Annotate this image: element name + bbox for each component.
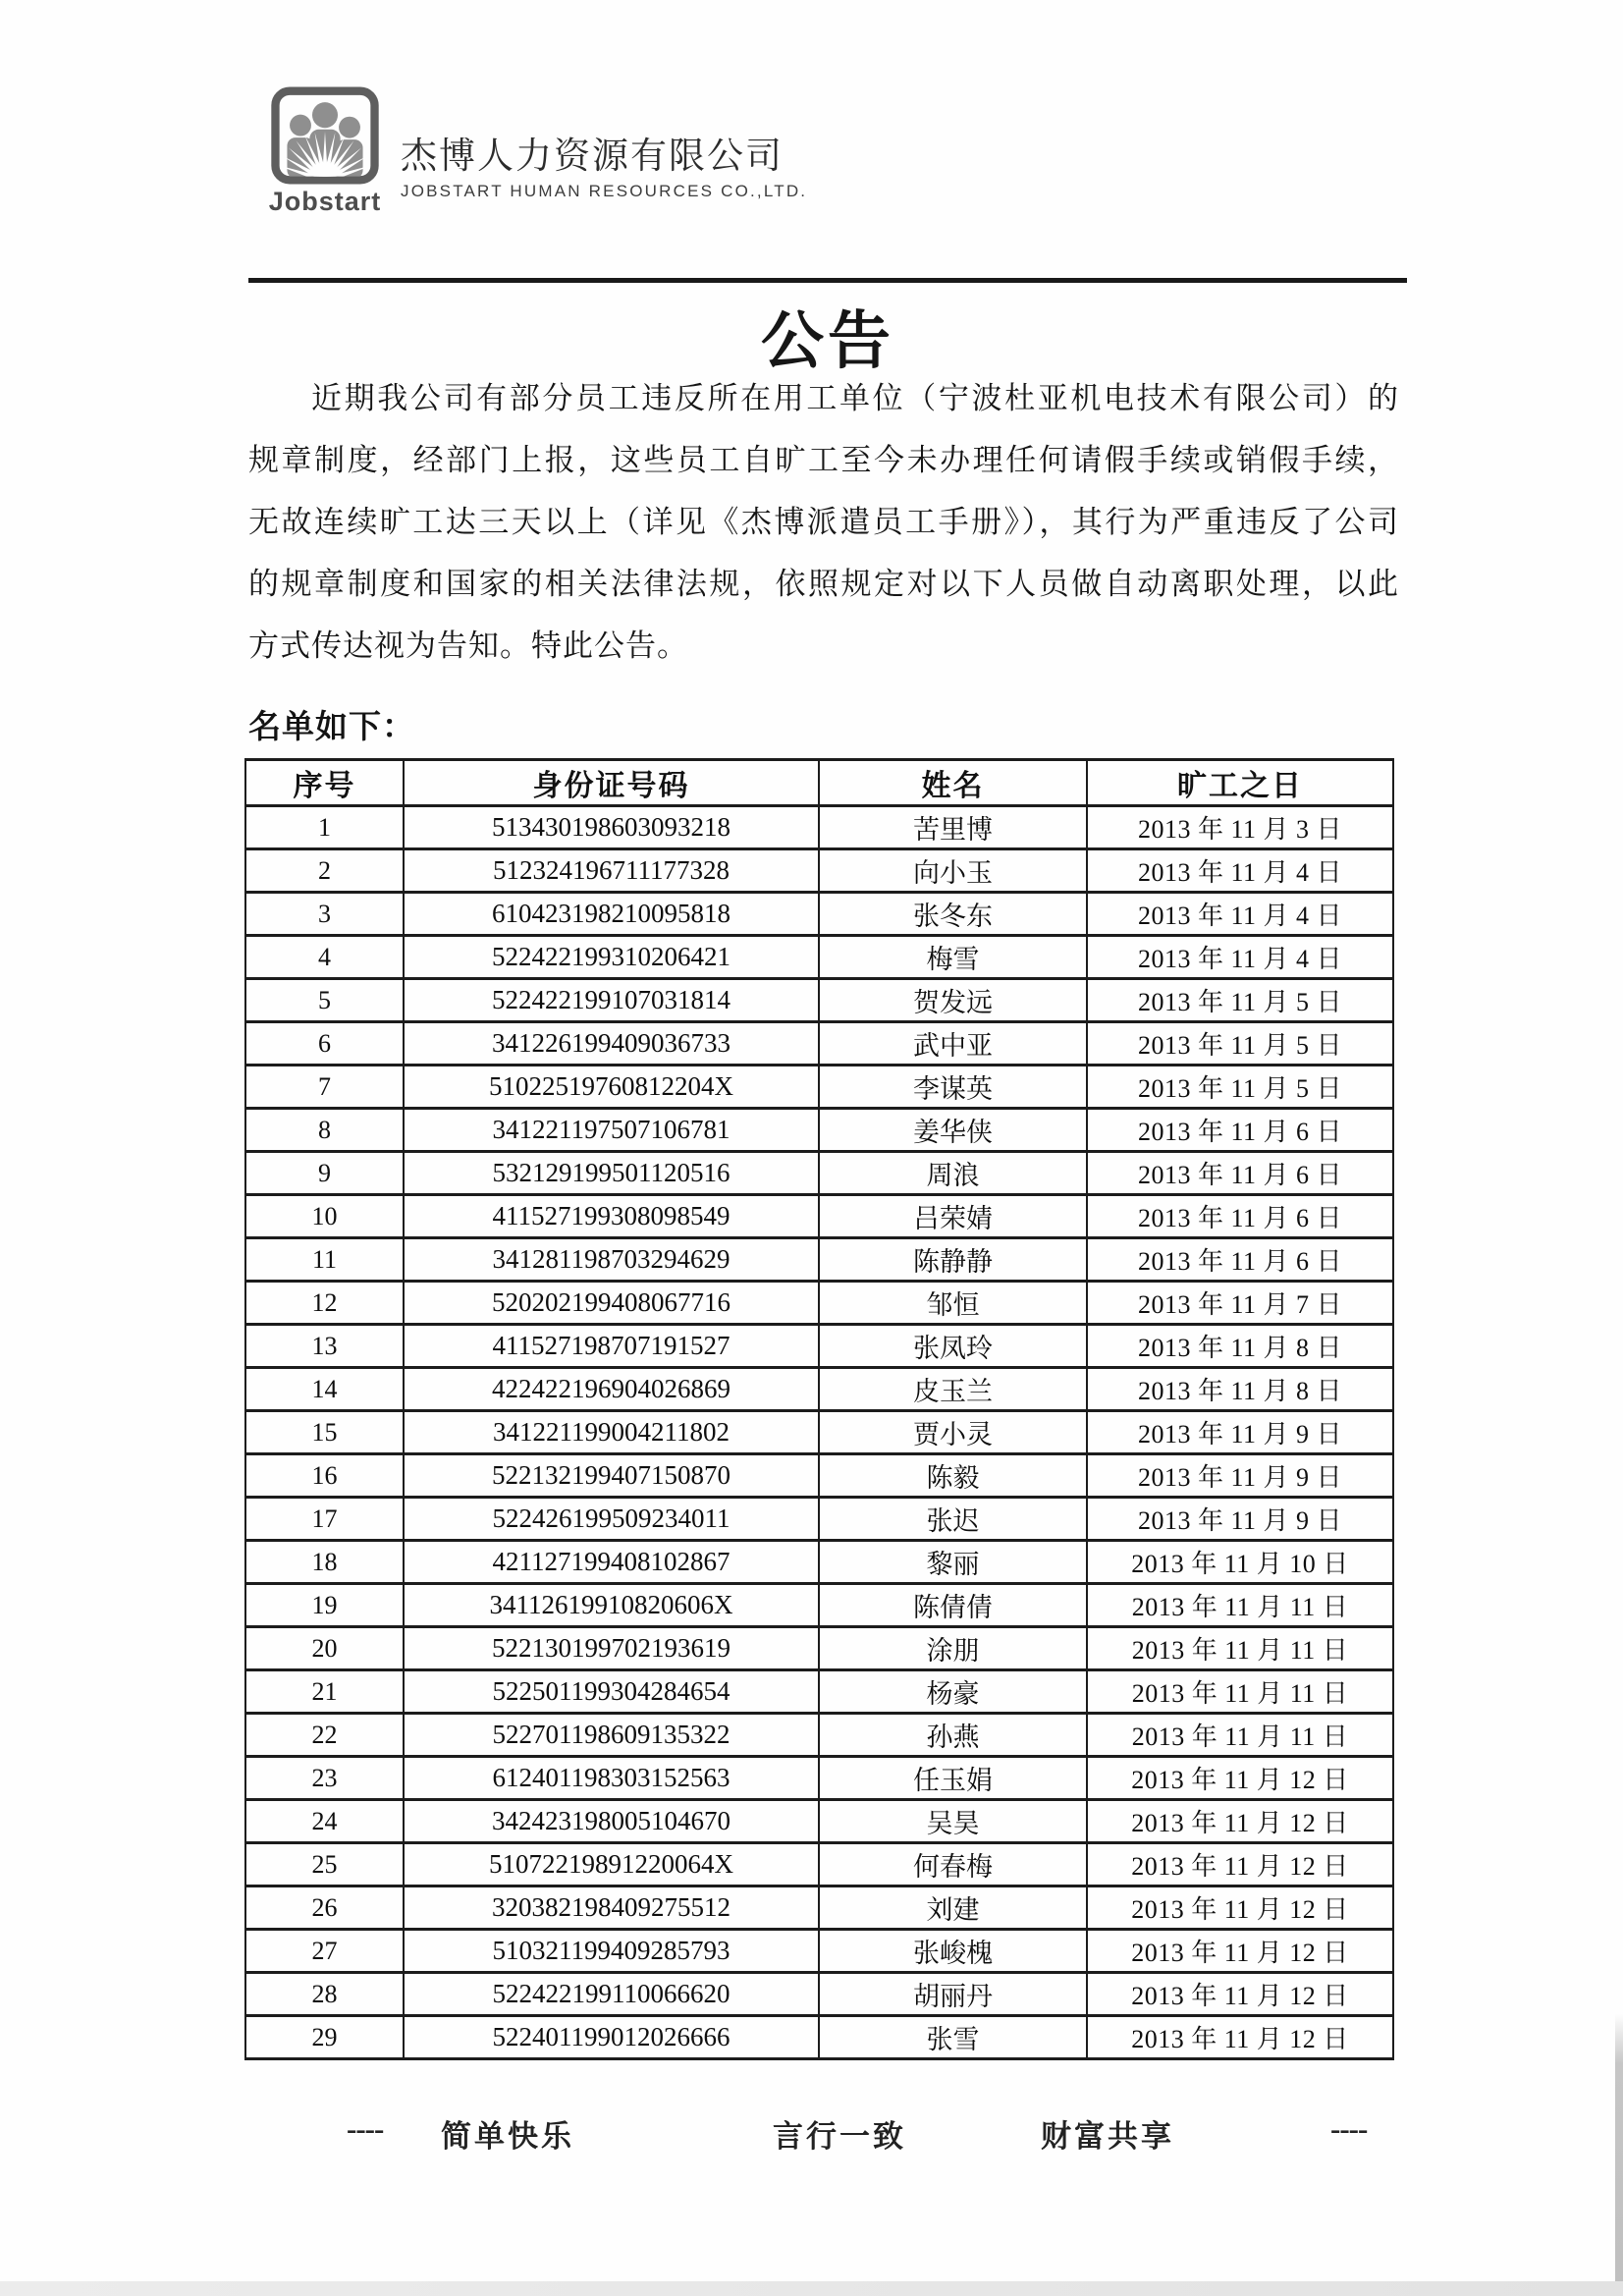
- cell-id-number: 421127199408102867: [404, 1541, 819, 1584]
- footer-slogans: [248, 2111, 1407, 2154]
- cell-absence-date: 2013 年 11 月 11 日: [1087, 1627, 1393, 1670]
- table-row: [245, 1584, 1393, 1627]
- cell-name: 梅雪: [819, 936, 1087, 979]
- cell-name: 陈倩倩: [819, 1584, 1087, 1627]
- table-row: [245, 1627, 1393, 1670]
- cell-index: 15: [245, 1411, 404, 1454]
- table-row: [245, 1109, 1393, 1152]
- cell-name: 张冬东: [819, 893, 1087, 936]
- cell-name: 陈毅: [819, 1454, 1087, 1498]
- table-row: [245, 1411, 1393, 1454]
- cell-index: 19: [245, 1584, 404, 1627]
- cell-name: 张峻槐: [819, 1930, 1087, 1973]
- cell-absence-date: 2013 年 11 月 6 日: [1087, 1195, 1393, 1238]
- scan-edge-artifact-right: [1615, 2013, 1623, 2296]
- cell-name: 苦里博: [819, 806, 1087, 849]
- cell-index: 18: [245, 1541, 404, 1584]
- column-header-name: 姓名: [819, 760, 1087, 806]
- cell-name: 何春梅: [819, 1843, 1087, 1886]
- cell-index: 28: [245, 1973, 404, 2016]
- cell-absence-date: 2013 年 11 月 9 日: [1087, 1498, 1393, 1541]
- cell-absence-date: 2013 年 11 月 6 日: [1087, 1238, 1393, 1282]
- cell-index: 21: [245, 1670, 404, 1714]
- table-body: [245, 806, 1393, 2059]
- cell-name: 张雪: [819, 2016, 1087, 2059]
- company-name-zh: 杰博人力资源有限公司: [401, 136, 784, 176]
- cell-id-number: 522422199310206421: [404, 936, 819, 979]
- table-header-row: [245, 760, 1393, 806]
- cell-index: 2: [245, 849, 404, 893]
- cell-id-number: 610423198210095818: [404, 893, 819, 936]
- cell-id-number: 342423198005104670: [404, 1800, 819, 1843]
- cell-index: 13: [245, 1325, 404, 1368]
- logo-wordmark: Jobstart: [268, 187, 382, 216]
- cell-name: 李谋英: [819, 1066, 1087, 1109]
- cell-id-number: 522426199509234011: [404, 1498, 819, 1541]
- cell-id-number: 320382198409275512: [404, 1886, 819, 1930]
- table-row: [245, 2016, 1393, 2059]
- cell-id-number: 422422196904026869: [404, 1368, 819, 1411]
- column-header-id-number: 身份证号码: [404, 760, 819, 806]
- cell-index: 16: [245, 1454, 404, 1498]
- cell-name: 武中亚: [819, 1022, 1087, 1066]
- footer-dashes-left: ----: [347, 2111, 384, 2146]
- cell-absence-date: 2013 年 11 月 6 日: [1087, 1152, 1393, 1195]
- cell-id-number: 411527198707191527: [404, 1325, 819, 1368]
- cell-id-number: 510321199409285793: [404, 1930, 819, 1973]
- cell-id-number: 532129199501120516: [404, 1152, 819, 1195]
- cell-absence-date: 2013 年 11 月 8 日: [1087, 1325, 1393, 1368]
- cell-name: 邹恒: [819, 1282, 1087, 1325]
- table-row: [245, 1066, 1393, 1109]
- cell-id-number: 522401199012026666: [404, 2016, 819, 2059]
- footer-slogan: 简单快乐: [441, 2119, 574, 2154]
- cell-name: 陈静静: [819, 1238, 1087, 1282]
- cell-absence-date: 2013 年 11 月 10 日: [1087, 1541, 1393, 1584]
- paragraph-line: 无故连续旷工达三天以上（详见《杰博派遣员工手册》），其行为严重违反了公司: [248, 505, 1399, 539]
- cell-id-number: 341221199004211802: [404, 1411, 819, 1454]
- cell-id-number: 341221197507106781: [404, 1109, 819, 1152]
- table-row: [245, 1714, 1393, 1757]
- cell-absence-date: 2013 年 11 月 9 日: [1087, 1454, 1393, 1498]
- table-row: [245, 1886, 1393, 1930]
- cell-name: 吕荣婧: [819, 1195, 1087, 1238]
- table-row: [245, 849, 1393, 893]
- cell-index: 23: [245, 1757, 404, 1800]
- cell-name: 杨豪: [819, 1670, 1087, 1714]
- table-row: [245, 1454, 1393, 1498]
- page-title: 公告: [761, 305, 894, 376]
- cell-id-number: 522422199107031814: [404, 979, 819, 1022]
- announcement-paragraph: [248, 367, 1399, 677]
- cell-index: 9: [245, 1152, 404, 1195]
- table-row: [245, 1238, 1393, 1282]
- paragraph-line: 的规章制度和国家的相关法律法规，依照规定对以下人员做自动离职处理，以此: [248, 567, 1399, 601]
- cell-id-number: 522701198609135322: [404, 1714, 819, 1757]
- cell-name: 皮玉兰: [819, 1368, 1087, 1411]
- cell-index: 8: [245, 1109, 404, 1152]
- table-row: [245, 1368, 1393, 1411]
- table-row: [245, 936, 1393, 979]
- cell-name: 周浪: [819, 1152, 1087, 1195]
- cell-absence-date: 2013 年 11 月 4 日: [1087, 849, 1393, 893]
- cell-name: 任玉娟: [819, 1757, 1087, 1800]
- cell-index: 10: [245, 1195, 404, 1238]
- cell-id-number: 522132199407150870: [404, 1454, 819, 1498]
- paragraph-line: 规章制度，经部门上报，这些员工自旷工至今未办理任何请假手续或销假手续，: [248, 443, 1399, 477]
- cell-index: 25: [245, 1843, 404, 1886]
- cell-index: 17: [245, 1498, 404, 1541]
- cell-absence-date: 2013 年 11 月 12 日: [1087, 1973, 1393, 2016]
- table-row: [245, 1325, 1393, 1368]
- cell-id-number: 612401198303152563: [404, 1757, 819, 1800]
- cell-index: 24: [245, 1800, 404, 1843]
- cell-absence-date: 2013 年 11 月 12 日: [1087, 2016, 1393, 2059]
- scan-edge-artifact-bottom: [0, 2281, 1623, 2296]
- cell-id-number: 411527199308098549: [404, 1195, 819, 1238]
- cell-name: 贾小灵: [819, 1411, 1087, 1454]
- cell-absence-date: 2013 年 11 月 12 日: [1087, 1757, 1393, 1800]
- table-row: [245, 1022, 1393, 1066]
- cell-index: 11: [245, 1238, 404, 1282]
- cell-name: 涂朋: [819, 1627, 1087, 1670]
- cell-absence-date: 2013 年 11 月 5 日: [1087, 1022, 1393, 1066]
- cell-index: 29: [245, 2016, 404, 2059]
- list-intro-label: 名单如下：: [248, 710, 415, 745]
- cell-id-number: 522130199702193619: [404, 1627, 819, 1670]
- cell-id-number: 51022519760812204X: [404, 1066, 819, 1109]
- cell-absence-date: 2013 年 11 月 6 日: [1087, 1109, 1393, 1152]
- cell-absence-date: 2013 年 11 月 4 日: [1087, 893, 1393, 936]
- paragraph-line: 方式传达视为告知。特此公告。: [248, 629, 688, 663]
- cell-absence-date: 2013 年 11 月 11 日: [1087, 1584, 1393, 1627]
- cell-name: 向小玉: [819, 849, 1087, 893]
- cell-id-number: 34112619910820606X: [404, 1584, 819, 1627]
- table-row: [245, 1498, 1393, 1541]
- cell-id-number: 51072219891220064X: [404, 1843, 819, 1886]
- cell-index: 27: [245, 1930, 404, 1973]
- cell-name: 胡丽丹: [819, 1973, 1087, 2016]
- cell-absence-date: 2013 年 11 月 12 日: [1087, 1930, 1393, 1973]
- cell-index: 20: [245, 1627, 404, 1670]
- cell-name: 孙燕: [819, 1714, 1087, 1757]
- paragraph-line: 近期我公司有部分员工违反所在用工单位（宁波杜亚机电技术有限公司）的: [311, 381, 1399, 415]
- cell-id-number: 522422199110066620: [404, 1973, 819, 2016]
- company-logo: [263, 86, 387, 217]
- table-row: [245, 1757, 1393, 1800]
- cell-name: 张迟: [819, 1498, 1087, 1541]
- cell-id-number: 341226199409036733: [404, 1022, 819, 1066]
- cell-index: 6: [245, 1022, 404, 1066]
- cell-index: 14: [245, 1368, 404, 1411]
- column-header-absence-date: 旷工之日: [1087, 760, 1393, 806]
- cell-name: 贺发远: [819, 979, 1087, 1022]
- jobstart-logo-icon: [270, 86, 380, 185]
- footer-dashes-right: ----: [1330, 2111, 1368, 2146]
- cell-absence-date: 2013 年 11 月 12 日: [1087, 1886, 1393, 1930]
- company-name-block: [401, 126, 807, 201]
- cell-name: 张凤玲: [819, 1325, 1087, 1368]
- table-row: [245, 1195, 1393, 1238]
- cell-id-number: 512324196711177328: [404, 849, 819, 893]
- table-row: [245, 1541, 1393, 1584]
- table-row: [245, 1800, 1393, 1843]
- company-name-en: JOBSTART HUMAN RESOURCES CO.,LTD.: [401, 182, 808, 200]
- cell-id-number: 341281198703294629: [404, 1238, 819, 1282]
- cell-absence-date: 2013 年 11 月 4 日: [1087, 936, 1393, 979]
- cell-id-number: 513430198603093218: [404, 806, 819, 849]
- cell-absence-date: 2013 年 11 月 7 日: [1087, 1282, 1393, 1325]
- cell-index: 3: [245, 893, 404, 936]
- cell-name: 姜华侠: [819, 1109, 1087, 1152]
- table-row: [245, 1282, 1393, 1325]
- table-row: [245, 893, 1393, 936]
- cell-absence-date: 2013 年 11 月 3 日: [1087, 806, 1393, 849]
- cell-absence-date: 2013 年 11 月 9 日: [1087, 1411, 1393, 1454]
- cell-absence-date: 2013 年 11 月 11 日: [1087, 1714, 1393, 1757]
- table-row: [245, 1930, 1393, 1973]
- cell-id-number: 522501199304284654: [404, 1670, 819, 1714]
- table-row: [245, 979, 1393, 1022]
- cell-absence-date: 2013 年 11 月 11 日: [1087, 1670, 1393, 1714]
- cell-index: 1: [245, 806, 404, 849]
- table-row: [245, 1670, 1393, 1714]
- cell-name: 黎丽: [819, 1541, 1087, 1584]
- cell-absence-date: 2013 年 11 月 12 日: [1087, 1800, 1393, 1843]
- cell-index: 12: [245, 1282, 404, 1325]
- cell-name: 吴昊: [819, 1800, 1087, 1843]
- cell-id-number: 520202199408067716: [404, 1282, 819, 1325]
- table-row: [245, 1973, 1393, 2016]
- cell-name: 刘建: [819, 1886, 1087, 1930]
- table-row: [245, 806, 1393, 849]
- cell-absence-date: 2013 年 11 月 12 日: [1087, 1843, 1393, 1886]
- cell-absence-date: 2013 年 11 月 5 日: [1087, 979, 1393, 1022]
- absentee-roster-table: [244, 758, 1394, 2060]
- cell-absence-date: 2013 年 11 月 8 日: [1087, 1368, 1393, 1411]
- cell-index: 22: [245, 1714, 404, 1757]
- table-row: [245, 1843, 1393, 1886]
- cell-index: 5: [245, 979, 404, 1022]
- footer-slogan: 言行一致: [773, 2119, 906, 2154]
- column-header-index: 序号: [245, 760, 404, 806]
- cell-index: 7: [245, 1066, 404, 1109]
- header-divider-rule: [248, 278, 1407, 283]
- footer-slogan: 财富共享: [1041, 2119, 1174, 2154]
- cell-index: 26: [245, 1886, 404, 1930]
- cell-absence-date: 2013 年 11 月 5 日: [1087, 1066, 1393, 1109]
- cell-index: 4: [245, 936, 404, 979]
- table-row: [245, 1152, 1393, 1195]
